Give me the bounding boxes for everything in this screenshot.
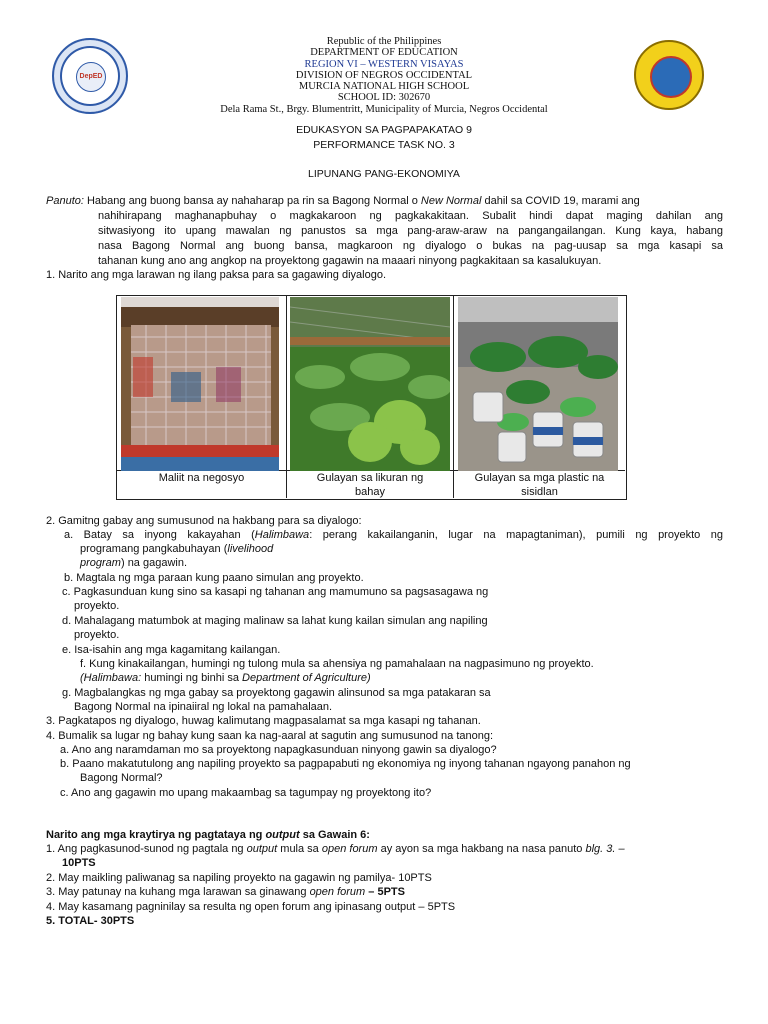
item-2c-line-2: proyekto.	[74, 600, 120, 612]
photo-divider-1	[286, 295, 287, 498]
item-2e: e. Isa-isahin ang mga kagamitang kailangan.	[62, 644, 281, 656]
subject-title: EDUKASYON SA PAGPAPAKATAO 9	[296, 124, 472, 136]
panuto-body: nahihirapang maghanapbuhay o magkakaroon ng pagkakakitaan. Subalit hindi dapat maging dahilan ang sitwasiyong ito upang mawalan ng panustos sa mga pang-araw-araw na pangangailangan. Kung kaya, habang nasa Bagong Normal ang buong bansa, magkaroon ng diyalogo o bukas na pag-uusap sa mga kasapi sa tahanan kung ano ang angkop na proyektong gagawin na maaari ninyong pagkakitaan sa kasalukuyan.	[98, 210, 723, 267]
item-2f-line-1: f. Kung kinakailangan, humingi ng tulong mula sa ahensiya ng pamahalaan na nagpasimuno ng proyekto.	[80, 658, 594, 670]
item-4-intro: 4. Bumalik sa lugar ng bahay kung saan ka nag-aaral at sagutin ang sumusunod na tanong:	[46, 730, 494, 742]
item-4b-line-1: b. Paano makatutulong ang napiling proyekto sa pagpapabuti ng ekonomiya ng inyong tahanan ngayong panahon ng	[60, 758, 631, 770]
item-2c-line-1: c. Pagkasunduan kung sino sa kasapi ng tahanan ang mamumuno sa pagsasagawa ng	[62, 586, 489, 598]
item-4a: a. Ano ang naramdaman mo sa proyektong napagkasunduan ninyong gawin sa diyalogo?	[60, 744, 497, 756]
header-school: MURCIA NATIONAL HIGH SCHOOL	[298, 81, 470, 93]
document-header	[0, 36, 768, 115]
photo-divider-2	[453, 295, 454, 498]
item-4b-line-2: Bagong Normal?	[80, 772, 163, 784]
caption-backyard-garden: Gulayan sa likuran ng bahay	[316, 472, 424, 498]
item-2g-line-1: g. Magbalangkas ng mga gabay sa proyektong gagawin alinsunod sa mga patakaran sa	[62, 687, 491, 699]
item-1: 1. Narito ang mga larawan ng ilang paksa para sa gagawing diyalogo.	[46, 269, 386, 281]
item-2d-line-1: d. Mahalagang matumbok at maging malinaw sa lahat kung kailan simulan ang napiling	[62, 615, 488, 627]
panuto-label: Panuto:	[46, 195, 84, 207]
header-region: REGION VI – WESTERN VISAYAS	[304, 58, 464, 70]
criteria-3: 3. May patunay na kuhang mga larawan sa ginawang open forum – 5PTS	[46, 886, 405, 898]
criteria-1-line-1: 1. Ang pagkasunod-sunod ng pagtala ng output mula sa open forum ay ayon sa mga hakbang na nasa panuto blg. 3. –	[46, 843, 625, 855]
item-4c: c. Ano ang gagawin mo upang makaambag sa tagumpay ng proyektong ito?	[60, 787, 432, 799]
item-2a-line-1: a. Batay sa inyong kakayahan (Halimbawa: perang kakailanganin, lugar na mapagtaniman), pumili ng proyekto ng	[64, 529, 724, 541]
task-title: PERFORMANCE TASK NO. 3	[313, 139, 455, 151]
caption-plastic-container-garden: Gulayan sa mga plastic na sisidlan	[474, 472, 605, 498]
topic-title: LIPUNANG PANG-EKONOMIYA	[308, 168, 460, 180]
panuto-line-1: Panuto: Habang ang buong bansa ay nahaharap pa rin sa Bagong Normal o New Normal dahil sa COVID 19, marami ang	[46, 195, 640, 207]
item-2a-line-3: program) na gagawin.	[80, 557, 188, 569]
item-2d-line-2: proyekto.	[74, 629, 120, 641]
header-school-id: SCHOOL ID: 302670	[337, 92, 431, 104]
deped-logo: DepED	[76, 62, 106, 92]
criteria-total: 5. TOTAL- 30PTS	[46, 915, 135, 927]
photo-small-store	[121, 297, 279, 471]
criteria-2: 2. May maikling paliwanag sa napiling proyekto na gagawin ng pamilya- 10PTS	[46, 872, 432, 884]
criteria-intro: Narito ang mga kraytirya ng pagtataya ng output sa Gawain 6:	[46, 829, 370, 841]
header-division: DIVISION OF NEGROS OCCIDENTAL	[295, 69, 473, 81]
header-department: DEPARTMENT OF EDUCATION	[310, 47, 458, 59]
item-2b: b. Magtala ng mga paraan kung paano simulan ang proyekto.	[64, 572, 364, 584]
criteria-1-points: 10PTS	[62, 857, 96, 869]
header-republic: Republic of the Philippines	[326, 36, 442, 47]
item-2a-line-2: programang pangkabuhayan (livelihood	[80, 543, 274, 555]
item-2f-line-2: (Halimbawa: humingi ng binhi sa Department of Agriculture)	[80, 672, 371, 684]
item-3: 3. Pagkatapos ng diyalogo, huwag kalimutang magpasalamat sa mga kasapi ng tahanan.	[46, 715, 481, 727]
photo-backyard-garden	[290, 297, 450, 471]
header-address: Dela Rama St., Brgy. Blumentritt, Municipality of Murcia, Negros Occidental	[220, 103, 548, 115]
item-2g-line-2: Bagong Normal na ipinaiiral ng lokal na pamahalaan.	[74, 701, 333, 713]
item-2-intro: 2. Gamitng gabay ang sumusunod na hakbang para sa diyalogo:	[46, 515, 362, 527]
criteria-4: 4. May kasamang pagninilay sa resulta ng open forum ang ipinasang output – 5PTS	[46, 901, 456, 913]
photo-plastic-container-garden	[458, 297, 618, 471]
caption-small-business: Maliit na negosyo	[158, 472, 245, 484]
